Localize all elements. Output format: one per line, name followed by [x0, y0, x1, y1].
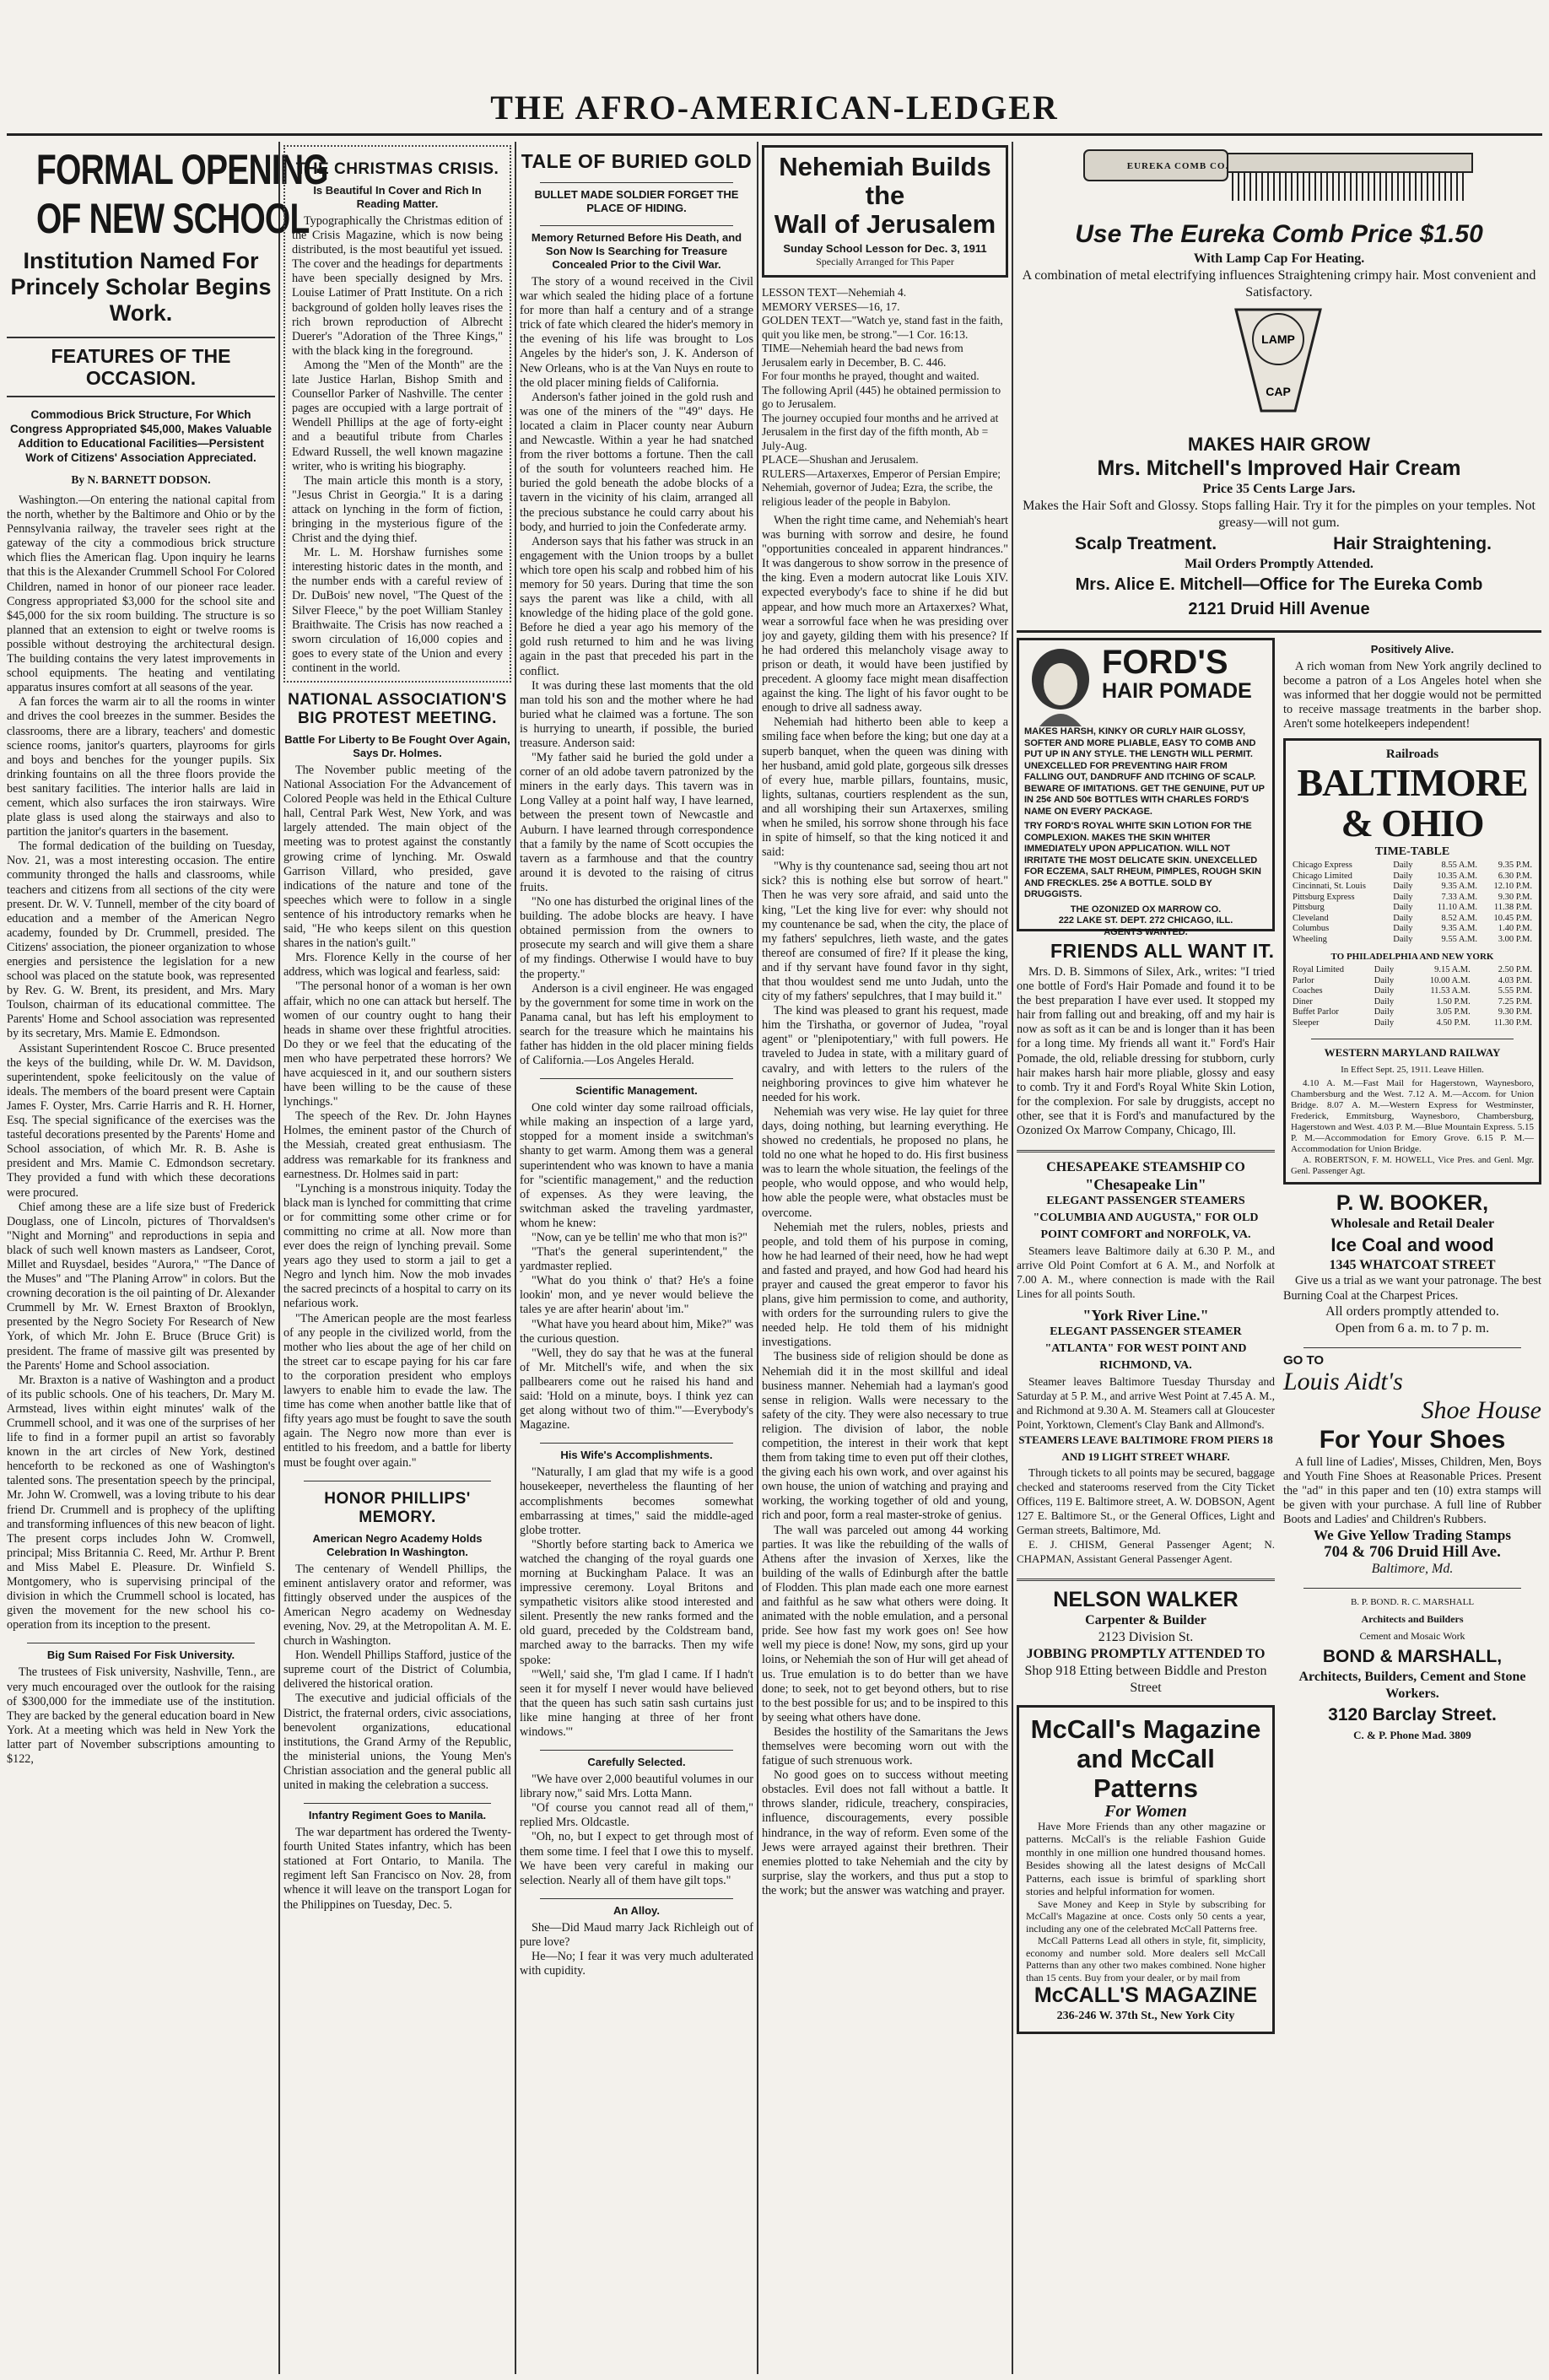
chesapeake-elegant: ELEGANT PASSENGER STEAMERS "COLUMBIA AND AUGUSTA," FOR OLD POINT COMFORT and NORFOLK, VA. [1033, 1195, 1259, 1242]
timetable-cell: Daily [1374, 986, 1395, 996]
timetable-cell: 7.33 A.M. [1441, 892, 1478, 902]
divider [540, 1898, 733, 1899]
article-paragraph: The story of a wound received in the Civil war which sealed the hiding place of a fortune for more than half a century and of a strange trick of fate which cleared the hider's memory in the evening of his life was brought to Los Angeles by the hider's son, J. K. Anderson of New Orleans, who is at the Van Nuys en route to the old placer mining fields of California. [520, 275, 753, 390]
bo-ny-head: TO PHILADELPHIA AND NEW YORK [1330, 952, 1494, 963]
bo-subtitle: TIME-TABLE [1374, 845, 1450, 859]
timetable-cell: 12.10 P.M. [1493, 882, 1532, 892]
column-4 [762, 142, 1008, 2374]
divider [540, 1750, 733, 1751]
nelson-head: NELSON WALKER [1053, 1587, 1239, 1611]
manila-headline: Infantry Regiment Goes to Manila. [308, 1809, 487, 1822]
bond-cement: Cement and Mosaic Work [1359, 1630, 1465, 1643]
timetable-cell: 11.38 P.M. [1493, 903, 1532, 913]
wife-headline: His Wife's Accomplishments. [560, 1449, 713, 1462]
fords-address: 222 LAKE ST. DEPT. 272 CHICAGO, ILL. [1058, 915, 1233, 926]
article-paragraph: Mrs. Florence Kelly in the course of her address, which was logical and fearless, said: [283, 951, 511, 980]
mitchell-address: 2121 Druid Hill Avenue [1188, 600, 1370, 618]
divider [540, 1078, 733, 1079]
timetable-row [1291, 976, 1534, 987]
article-paragraph: When the right time came, and Nehemiah's heart was burning with sorrow and desire, he found "opportunities concealed in apparent hindrances." It was dangerous to show sorrow in the presence of the king. Even a modern autocrat like Louis XIV. expected everybody's face to shine if he did but appear, and how much more an Artaxerxes? What, wear a sorrowful face when he was presiding over joy and gayety, gilding them with his presence? If he had ordered this melancholy visage away to prison or death, it would have been justified by precedent. A gloomy face might mean disaffection against the king. The light of his favor ought to be enough to drive all sadness away. [762, 514, 1008, 715]
timetable-cell: Daily [1374, 1007, 1395, 1017]
article-paragraph: The executive and judicial officials of the District, the fraternal orders, civic associations, benevolent organizations, educational institutions, the Grand Army of the Republic, the ministerial unions, the Young Men's Christian association and the general public all united in making the celebration a success. [283, 1692, 511, 1792]
article-paragraph: The kind was pleased to grant his request, made him the Tirshatha, or governor of Judea, "royal agent" or "plenipotentiary," with full powers. He traveled to Judea in state, with a military guard of cavalry, and with letters to the rulers of the neighboring provinces to give him whatever he needed for his work. [762, 1004, 1008, 1104]
divider [540, 1443, 733, 1444]
article-paragraph: "Shortly before starting back to America we watched the changing of the royal guards one morning at Buckingham Palace. It was an impressive ceremony. Loyal Britons and sympathetic visitors alike stood interested and silent. Presently the new ranks formed and the old guard, preceded by the Coldstream band, marched away to the barracks. Then my wife spoke: [520, 1537, 753, 1667]
article-paragraph: Anderson's father joined in the gold rush and was one of the miners of the "'49" days. He located a claim in Placer county near Auburn and Newcastle. Within a year he had snatched from the river bottoms a fortune. Then the call of the south for volunteers reached him. He buried the gold beneath the adobe blocks of a tavern in the vicinity of his claim, arranged all the precious substance he could carry about his body, and hurried to join the Confederate army. [520, 390, 753, 534]
nelson-sub: Carpenter & Builder [1085, 1612, 1206, 1627]
timetable-row [1291, 965, 1534, 976]
article-deck: Commodious Brick Structure, For Which Congress Appropriated $45,000, Makes Valuable Addition to Educational Facilities—Persistent Work of Citizens' Association Appreciated. [9, 408, 273, 464]
comb-illustration [1017, 142, 1541, 223]
mccall-patterns: McCall Patterns Lead all others in style, fit, simplicity, economy and number sold. More dealers sell McCall Patterns than any other two makes combined. None higher than 15 cents. Buy from your dealer, or by mail from [1026, 1935, 1266, 1983]
lesson-line: The following April (445) he obtained permission to go to Jerusalem. [762, 383, 1001, 410]
lesson-date: Sunday School Lesson for Dec. 3, 1911 [783, 242, 987, 255]
timetable-cell: 8.55 A.M. [1441, 861, 1478, 871]
article-paragraph: "Now, can ye be tellin' me who that mon is?" [532, 1231, 748, 1244]
timetable-row [1291, 997, 1534, 1008]
article-paragraph: Washington.—On entering the national capital from the north, whether by the Baltimore and Ohio or by the Pennsylvania railway, the traveler sees right at the gateway of the city a commodious brick structure which flies the American flag. Upon inquiry he learns that this is the Alexander Crummell School For Colored Children, named in honor of our pioneer race leader. Congress appropriated $3,000 for the school site and $45,000 for the six room building. The structure is so planned that an extension to eight or twelve rooms is possible without destroying the architectural design. The building contains the very latest improvements in school equipments. The heating and ventilating apparatus insures comfort at all seasons of the year. [7, 494, 275, 695]
article-paragraph: Nehemiah met the rulers, nobles, priests and people, and told them of his purpose in coming, how he had learned of their need, how he had wept and fasted and prayed, and how God had heard his prayer and caused the great emperor to favor his plans, give him permission to come, and authority, with orders for the surrounding rulers to give the needed help. He told them of his midnight investigations. [762, 1220, 1008, 1350]
buried-gold-deck-2: Memory Returned Before His Death, and Son Now Is Searching for Treasure Concealed Prior to the Civil War. [531, 231, 742, 271]
column-2 [283, 142, 511, 2374]
timetable-cell: 5.55 P.M. [1498, 986, 1532, 996]
timetable-row [1291, 1007, 1534, 1018]
timetable-cell: Daily [1374, 1017, 1395, 1028]
booker-head: P. W. BOOKER, [1336, 1191, 1489, 1216]
timetable-cell: 7.25 P.M. [1498, 996, 1532, 1007]
timetable-cell: 1.40 P.M. [1498, 924, 1532, 934]
timetable-row [1291, 1018, 1534, 1029]
christmas-crisis-deck: Is Beautiful In Cover and Rich In Reading Matter. [313, 184, 482, 210]
lesson-line: GOLDEN TEXT—"Watch ye, stand fast in the faith, quit you like men, be strong."—1 Cor. 16:13. [762, 314, 1003, 341]
masthead-title: THE AFRO-AMERICAN-LEDGER [490, 89, 1059, 127]
mccall-address: 236-246 W. 37th St., New York City [1056, 2010, 1235, 2023]
bond-names: B. P. BOND. R. C. MARSHALL [1350, 1597, 1475, 1608]
article-paragraph: The main article this month is a story, "Jesus Christ in Georgia." It is a daring attack on lynching in the form of fiction, bringing in the mysterious figure of the Christ and the dying thief. [292, 473, 503, 546]
wm-sign: A. ROBERTSON, F. M. HOWELL, Vice Pres. and Genl. Mgr. Genl. Passenger Agt. [1291, 1156, 1534, 1177]
article-paragraph: "The personal honor of a woman is her own affair, which no one can attack but herself. The women of our country ought to hang their heads in shame over these frightful atrocities. Do they or we feel that the educating of the men who have perpetrated these horrors? We have acquiesced in it, and our southern sisters have been willing to be the cause of these lynchings." [283, 980, 511, 1109]
article-paragraph: "My father said he buried the gold under a corner of an old adobe tavern patronized by the miners in the early days. This tavern was in Long Valley at a point half way, I have learned, between the present town of Newcastle and Auburn. I have learned through correspondence that a family by the name of Scott occupies the tavern as a farmhouse and that the country around it is devoted to the raising of citrus fruits. [520, 751, 753, 894]
article-paragraph: The speech of the Rev. Dr. John Haynes Holmes, the eminent pastor of the Church of the Messiah, created great enthusiasm. The address was remarkable for its frankness and earnestness. Dr. Holmes said in part: [283, 1109, 511, 1181]
timetable-cell: 3.05 P.M. [1436, 1007, 1471, 1017]
article-paragraph: "Why is thy countenance sad, seeing thou art not sick? this is nothing else but sorrow of heart." Then he was very sore afraid, and said unto the king, "Let the king live for ever: why should not my countenance be sad, when the city, the place of my fathers' sepulchres, lieth waste, and the gates thereof are consumed of fire? If it please the king, and if thy servant have found favor in thy sight, that thou wouldest send me unto Judah, unto the city of my fathers' sepulchres, that I may build it." [762, 860, 1008, 1004]
article-paragraph: "Well, they do say that he was at the funeral of Mr. Mitchell's wife, and when the six pallbearers come out he raised his hand and said: 'Hold on a minute, boys. I think yez can get along without two of thim.'"—Everybody's Magazine. [520, 1346, 753, 1433]
wm-text: 4.10 A. M.—Fast Mail for Hagerstown, Waynesboro, Chambersburg and the West. 7.12 A. M.—Accom. for Union Bridge. 8.07 A. M.—Western Express for Westminster, Frederick, Emmitsburg, Waynesboro, Chambersburg, Hagerstown and West. 4.03 P. M.—Blue Mountain Express. 5.15 P. M.—Accommodation for Emory Grove. 6.15 P. M.—Accommodation for Union Bridge. [1291, 1078, 1534, 1155]
divider [540, 182, 733, 183]
aidt-name: Louis Aidt's [1283, 1367, 1403, 1395]
timetable-cell: Chicago Limited [1293, 871, 1352, 881]
timetable-cell: Pittsburg [1293, 903, 1325, 913]
article-paragraph: The formal dedication of the building on Tuesday, Nov. 21, was a most interesting occasion. The entire community thronged the halls and classrooms, while teachers and citizens from all sections of the city were present. Dr. W. V. Tunnell, member of the city board of education and a member of the American Negro academy, founded by Dr. Crummell, presided. The Citizens' association, the pioneer organization to whose energies and persistence the legislation for a new school was placed on the statute book, was represented by Rev. G. W. Brent, its president, and Mrs. Mary Toulson, chairman of its educational committee. The Parents' Home and School association was represented by its secretary, Mrs. Mamie E. Edmondson. [7, 839, 275, 1041]
article-paragraph: Assistant Superintendent Roscoe C. Bruce presented the keys of the building, while Dr. W. M. Davidson, superintendent, spoke feelicitously on the value of ideals. The members of the board present were Captain James F. Oyster, Mrs. Carrie Harris and R. H. Horner, Esq. The special significance of the exercises was the tasteful decorations presented by the Parents' Home and School association, of which Mr. R. B. Ashe is president and Mrs. Mamie C. Edmondson secretary. They provided a fund with which these decorations were procured. [7, 1041, 275, 1200]
column-3 [520, 142, 753, 2374]
booker-ice: Ice Coal and wood [1330, 1234, 1494, 1256]
article-paragraph: "No one has disturbed the original lines of the building. The adobe blocks are heavy. I have obtained permission from the owners to prosecute my search and will give them a share of my findings. Otherwise I would have to buy the property." [520, 895, 753, 981]
york-elegant: ELEGANT PASSENGER STEAMER "ATLANTA" FOR WEST POINT AND RICHMOND, VA. [1044, 1325, 1247, 1372]
timetable-cell: Daily [1374, 965, 1395, 975]
timetable-cell: 9.35 A.M. [1441, 924, 1478, 934]
article-paragraph: No good goes on to success without meeting obstacles. Evil does not fall without a battle. It throws slander, ridicule, treachery, conspiracies, influence, discouragements, every possible hindrance, in the way of reform. Even some of the Jews were arrayed against their brethren. Their enemies plotted to take Nehemiah and the city by surprise, slay the workers, and thus put a stop to the work; but the answer was watching and prayer. [762, 1768, 1008, 1897]
lamp-label: LAMP [1261, 332, 1295, 346]
comb-spine [1228, 154, 1472, 172]
fords-title: FORD'S [1102, 644, 1228, 681]
booker-address: 1345 WHATCOAT STREET [1329, 1258, 1496, 1273]
timetable-cell: 11.53 A.M. [1430, 986, 1471, 996]
fisk-headline: Big Sum Raised For Fisk University. [46, 1649, 235, 1662]
hair-cream-price: Price 35 Cents Large Jars. [1202, 482, 1356, 496]
timetable-cell: Royal Limited [1293, 965, 1344, 975]
article-paragraph: "What have you heard about him, Mike?" was the curious question. [520, 1317, 753, 1346]
timetable-cell: 10.45 P.M. [1493, 913, 1532, 923]
timetable-cell: Daily [1393, 882, 1413, 892]
article-paragraph: Anderson says that his father was struck in an engagement with the Union troops by a bullet which tore open his scalp and robbed him of his memory for 50 years. During that time the son says the parent was like a child, with all knowledge of the hiding place of the gold gone. Before he died a year ago his memory of the gold rush returned to him and he was living again in the past that preceded his part in the conflict. [520, 534, 753, 678]
timetable-row [1291, 903, 1534, 914]
timetable-cell: Diner [1293, 996, 1313, 1007]
aidt-shoe: Shoe House [1421, 1395, 1541, 1424]
comb-brand: EUREKA COMB CO. [1126, 161, 1229, 171]
york-text: Steamer leaves Baltimore Tuesday Thursday and Saturday at 5 P. M., and arrive West Point at 7.45 A. M., and Richmond at 9.30 A. M. Steamers call at Gloucester Point, Yorktown, Clement's Clay Bank and Allmond's. [1017, 1374, 1275, 1431]
timetable-row [1291, 893, 1534, 904]
fords-pomade-ad [1017, 638, 1275, 937]
timetable-cell: 9.55 A.M. [1441, 934, 1478, 944]
mccall-magazine: McCALL'S MAGAZINE [1034, 1983, 1258, 2008]
bond-firm: BOND & MARSHALL, [1322, 1647, 1503, 1667]
aidt-stamps: We Give Yellow Trading Stamps [1314, 1527, 1511, 1544]
lamp-cap-illustration [1017, 301, 1541, 428]
timetable-row [1291, 914, 1534, 925]
hair-grow-head: MAKES HAIR GROW [1187, 434, 1371, 455]
fords-text: MAKES HARSH, KINKY OR CURLY HAIR GLOSSY, SOFTER AND MORE PLIABLE, EASY TO COMB AND PUT UP IN ANY STYLE. THE LENGTH WILL PERMIT. UNEXCELLED FOR PREVENTING HAIR FROM FALLING OUT, DANDRUFF AND ITCHING OF SCALP. BEWARE OF IMITATIONS. GET THE GENUINE, PUT UP IN 25¢ AND 50¢ BOTTLES WITH CHARLES FORD'S NAME ON EVERY PACKAGE. [1024, 726, 1265, 817]
column-rule [278, 142, 280, 2374]
positively-headline: Positively Alive. [1370, 643, 1455, 656]
article-paragraph: The centenary of Wendell Phillips, the eminent antislavery orator and reformer, was fittingly observed under the auspices of the American Negro academy on Wednesday evening, Nov. 29, at the Metropolitan A. M. E. church in Washington. [283, 1562, 511, 1649]
timetable-cell: Daily [1393, 924, 1413, 934]
timetable-cell: Wheeling [1293, 934, 1327, 944]
timetable-cell: 8.52 A.M. [1441, 913, 1478, 923]
article-paragraph: "'Well,' said she, 'I'm glad I came. If I hadn't seen it for myself I never would have believed that the queen has such satin sash curtains just like mine hanging at three of her front windows.'" [520, 1667, 753, 1739]
timetable-cell: Chicago Express [1293, 861, 1352, 871]
divider [1303, 1588, 1521, 1589]
article-paragraph: "That's the general superintendent," the yardmaster replied. [520, 1245, 753, 1274]
nelson-jobbing: JOBBING PROMPTLY ATTENDED TO [1026, 1646, 1266, 1661]
timetable-cell: Cleveland [1293, 913, 1329, 923]
mccall-title-2: and McCall Patterns [1077, 1743, 1215, 1803]
article-paragraph: The wall was parceled out among 44 working parties. It was like the rebuilding of the walls of Athens after the invasion of Xerxes, like the building of the walls of Edinburgh after the battle of Flodden. This plan made each one more earnest and faithful as he saw what others were doing. It animated with the noble emulation, and a personal pride. See how fast my work goes on! See how well my piece is done! Now, my sons, gird up your loins, or Nehemiah the son of Hur will get ahead of us. True emulation is to do better than we have done; to seek, not to get beyond others, but to rise to the best possible for us; and to be inspired to this by seeing what others have done. [762, 1523, 1008, 1724]
article-paragraph: The business side of religion should be done as Nehemiah did it in the most skillful and ideal business manner. Nehemiah had a layman's good sense in religion. Walls were necessary to the safety of the city. They were also necessary to true religion. The division of labor, the noble competition, the interest in their work that kept them from taking time to even put off their clothes, the giving each his own work, and over against his own house, the union of watching and praying and working, the working together of old and young, rich and poor, form a real master-stroke of genius. [762, 1350, 1008, 1523]
column-rule [1012, 142, 1013, 2374]
aidt-for: For Your Shoes [1319, 1425, 1506, 1454]
masthead [0, 84, 1549, 135]
article-paragraph: Chief among these are a life size bust of Frederick Douglass, one of Lincoln, pictures of Thorvaldsen's "Night and Morning" and reproductions in sepia and black of such well known masters as Landseer, Corot, Millet and Ruysdael, besides "Aurora," "The Dance of the Muses" and "The Planing Arrow" in colors. But the crowning decoration is the oil painting of Dr. Alexander Crummell by Mr. W. Ernest Braxton of Brooklyn, presented by the Negro Society For Research of New York, of which Mr. John E. Bruce (Bruce Grit) is president. The frame of massive gilt was presented by the Parents' Home and School association. [7, 1200, 275, 1373]
nelson-shop: Shop 918 Etting between Biddle and Preston Street [1024, 1663, 1267, 1695]
timetable-cell: Daily [1393, 913, 1413, 923]
article-paragraph: "Lynching is a monstrous iniquity. Today the black man is lynched for committing that crime or for committing some other crime or for committing no crime at all. Now more than ever does the reign of lynching prevail. Some years ago they used to storm a jail to get a Negro and lynch him. Now the mob invades the sacred precincts of a hospital to carry on its nefarious work. [283, 1181, 511, 1311]
fords-subtitle: HAIR POMADE [1102, 679, 1252, 703]
lesson-line: The journey occupied four months and he arrived at Jerusalem in the first day of the fifth month, Ab = July-Aug. [762, 411, 999, 452]
article-paragraph: Among the "Men of the Month" are the late Justice Harlan, Bishop Smith and Counsellor Parker of Nashville. The center pages are occupied with a large portrait of Wendell Phillips at the age of forty-eight and a beautiful tribute from Charles Edward Russell, the well known magazine writer, who is writing his biography. [292, 358, 503, 473]
aidt-city: Baltimore, Md. [1371, 1562, 1454, 1577]
lesson-line: For four months he prayed, thought and waited. [762, 370, 980, 382]
column-1 [7, 142, 328, 2374]
article-paragraph: Anderson is a civil engineer. He was engaged by the government for some time in work on the Panama canal, but has left his employment to search for the treasure which he maintains his father has hidden in the old placer mining fields of California.—Los Angeles Herald. [520, 981, 753, 1068]
buried-gold-deck: BULLET MADE SOLDIER FORGET THE PLACE OF HIDING. [534, 188, 739, 214]
mail-orders: Mail Orders Promptly Attended. [1185, 557, 1374, 571]
timetable-cell: Columbus [1293, 924, 1330, 934]
article-paragraph: Besides the hostility of the Samaritans the Jews themselves were becoming worn out with the fatigue of such strenuous work. [762, 1724, 1008, 1768]
york-head: "York River Line." [1082, 1306, 1209, 1324]
column-rule [515, 142, 516, 2374]
timetable-cell: 9.35 A.M. [1441, 882, 1478, 892]
bond-phone: C. & P. Phone Mad. 3809 [1353, 1729, 1471, 1742]
hair-cream-title: Mrs. Mitchell's Improved Hair Cream [1097, 456, 1461, 480]
timetable-cell: Daily [1374, 975, 1395, 985]
national-association-headline: NATIONAL ASSOCIATION'S BIG PROTEST MEETING. [288, 691, 507, 727]
lesson-line: RULERS—Artaxerxes, Emperor of Persian Empire; Nehemiah, governor of Judea; Ezra, the scribe, the religious leader of the people in Babylon. [762, 467, 1001, 508]
friends-headline: FRIENDS ALL WANT IT. [1050, 940, 1275, 962]
booker-orders: All orders promptly attended to. [1325, 1303, 1499, 1319]
mccall-title-1: McCall's Magazine [1030, 1713, 1261, 1744]
buried-gold-headline: TALE OF BURIED GOLD [521, 150, 753, 172]
article-paragraph: One cold winter day some railroad officials, while making an inspection of a large yard, stopped for a moment inside a switchman's shanty to get warm. Among them was a general superintendent who was known to have a mania for "scientific management," and the reduction of expenses. As they were leaving, the switchman asked the traveling yardmaster, whom he knew: [520, 1101, 753, 1230]
carefully-selected-headline: Carefully Selected. [587, 1756, 686, 1769]
ad-rule [1017, 630, 1541, 633]
timetable-cell: 1.50 P.M. [1436, 996, 1471, 1007]
divider [1303, 1347, 1521, 1348]
aidt-address: 704 & 706 Druid Hill Ave. [1324, 1543, 1501, 1562]
subheadline-features: FEATURES OF THE OCCASION. [7, 337, 275, 397]
hair-cream-text: Makes the Hair Soft and Glossy. Stops falling Hair. Try it for the pimples on your temples. Not greasy—will not gum. [1023, 499, 1536, 530]
timetable-cell: 4.50 P.M. [1436, 1017, 1471, 1028]
article-paragraph: She—Did Maud marry Jack Richleigh out of pure love? [520, 1920, 753, 1949]
lesson-line: MEMORY VERSES—16, 17. [762, 300, 900, 313]
nehemiah-title-line-1: Nehemiah Builds the [779, 152, 991, 210]
byline: By N. BARNETT DODSON. [71, 473, 211, 486]
booker-hours: Open from 6 a. m. to 7 p. m. [1335, 1320, 1490, 1336]
york-sign: E. J. CHISM, General Passenger Agent; N. CHAPMAN, Assistant General Passenger Agent. [1017, 1538, 1275, 1566]
ads-left-subcolumn [1017, 638, 1275, 2034]
woman-portrait-icon [1024, 645, 1097, 726]
timetable-cell: 9.30 P.M. [1498, 1007, 1532, 1017]
timetable-cell: Buffet Parlor [1293, 1007, 1339, 1017]
timetable-cell: Pittsburg Express [1293, 892, 1355, 902]
divider [1017, 1150, 1275, 1152]
timetable-cell: Daily [1393, 903, 1413, 913]
railroads-head: Railroads [1385, 747, 1439, 762]
mccall-save: Save Money and Keep in Style by subscribing for McCall's Magazine at once. Costs only 50 cents a year, including any one of the celebrated McCall Patterns free. [1026, 1897, 1266, 1935]
timetable-cell: 9.30 P.M. [1498, 892, 1532, 902]
bond-architects: Architects and Builders [1361, 1613, 1464, 1626]
timetable-cell: 11.10 A.M. [1437, 903, 1478, 913]
timetable-cell: Parlor [1293, 975, 1314, 985]
scalp-treatment: Scalp Treatment. [1074, 534, 1217, 553]
timetable-cell: Coaches [1293, 986, 1323, 996]
lesson-note: Specially Arranged for This Paper [816, 256, 954, 267]
article-paragraph: "What do you think o' that? He's a foine lookin' mon, and ye never would believe the tales ye are after hearin' about 'im." [520, 1274, 753, 1317]
aidt-text: A full line of Ladies', Misses, Children, Men, Boys and Youth Fine Shoes at Reasonable Prices. Present the "ad" in this paper and ten (10) extra stamps will be given with your purchase. A full line of Rubber Boots and Ladies' and Children's Rubbers. [1283, 1454, 1541, 1527]
fords-company: THE OZONIZED OX MARROW CO. [1070, 904, 1222, 915]
timetable-cell: Daily [1393, 861, 1413, 871]
aidt-goto: GO TO [1283, 1352, 1325, 1368]
honor-phillips-deck: American Negro Academy Holds Celebration In Washington. [312, 1531, 483, 1558]
timetable-cell: 2.50 P.M. [1498, 965, 1532, 975]
chesapeake-text: Steamers leave Baltimore daily at 6.30 P. M., and arrive Old Point Comfort at 6 A. M., and Norfolk at 7.00 A. M., where connection is made with the Rail Lines for all points South. [1017, 1244, 1275, 1301]
timetable-cell: 4.03 P.M. [1498, 975, 1532, 985]
article-paragraph: It was during these last moments that the old man told his son and the mother where he had buried what he claimed was a fortune. The son is hurrying to unearth, if possible, the buried treasure. Anderson said: [520, 678, 753, 750]
timetable-cell: 10.00 A.M. [1429, 975, 1471, 985]
article-paragraph: "Naturally, I am glad that my wife is a good housekeeper, nevertheless the flaunting of her accomplishments becomes somewhat embarrassing at times," said the middle-aged globe trotter. [520, 1465, 753, 1537]
wm-head: WESTERN MARYLAND RAILWAY [1324, 1046, 1501, 1060]
timetable-cell: Daily [1393, 892, 1413, 902]
railroads-box [1283, 738, 1541, 1185]
ads-right-subcolumn [1283, 638, 1541, 2034]
timetable-row [1291, 935, 1534, 946]
column-rule [757, 142, 758, 2374]
timetable-row [1291, 924, 1534, 935]
hair-straightening: Hair Straightening. [1333, 534, 1492, 553]
comb-ad-sub: With Lamp Cap For Heating. [1193, 251, 1365, 266]
timetable-cell: 3.00 P.M. [1498, 934, 1532, 944]
alloy-headline: An Alloy. [613, 1903, 660, 1917]
national-association-deck: Battle For Liberty to Be Fought Over Again, Says Dr. Holmes. [284, 733, 510, 759]
mccall-sub: For Women [1104, 1801, 1187, 1821]
article-paragraph: Hon. Wendell Phillips Stafford, justice of the supreme court of the District of Columbia, delivered the historical oration. [283, 1649, 511, 1692]
divider [1017, 1579, 1275, 1581]
timetable-row [1291, 861, 1534, 872]
lesson-info [762, 286, 1008, 509]
christmas-crisis-headline: THE CHRISTMAS CRISIS. [295, 160, 499, 178]
mccall-text: Have More Friends than any other magazine or patterns. McCall's is the reliable Fashion Guide monthly in one million one hundred thousand homes. Besides showing all the latest designs of McCall Patterns, each issue is brimful of sparkling short stories and helpful information for women. [1026, 1819, 1266, 1898]
article-paragraph: The war department has ordered the Twenty-fourth United States infantry, which has been stationed at Fort Ontario, to Manila. The regiment left San Francisco on Nov. 28, from whence it will leave on the transport Logan for the Philippines on Tuesday, Dec. 5. [283, 1826, 511, 1912]
mccall-ad [1017, 1705, 1275, 2035]
bond-address: 3120 Barclay Street. [1328, 1705, 1497, 1725]
bo-title: BALTIMORE & OHIO [1297, 761, 1528, 845]
booker-sub: Wholesale and Retail Dealer [1330, 1217, 1495, 1232]
timetable-cell: Daily [1393, 934, 1413, 944]
subheadline: Institution Named For Princely Scholar Begins Work. [10, 248, 272, 326]
comb-teeth [1233, 172, 1463, 201]
timetable-cell: Sleeper [1293, 1017, 1320, 1028]
article-paragraph: Mr. L. M. Horshaw furnishes some interesting historic dates in the month, and the number ends with a careful review of Dr. DuBois' new novel, "The Quest of the Silver Fleece," by the poet William Stanley Braithwaite. The Crisis has now reached a sworn circulation of 16,000 copies and goes to every state of the Union and every continent in the world. [292, 546, 503, 675]
fisk-paragraph: The trustees of Fisk university, Nashville, Tenn., are very much encouraged over the outlook for the raising of $300,000 for the immediate use of the institution. They are backed by the general education board in New York. At a meeting which was held in New York the latter part of November subscriptions amounting to $122, [7, 1665, 275, 1766]
honor-phillips-headline: HONOR PHILLIPS' MEMORY. [324, 1489, 471, 1526]
positively-text: A rich woman from New York angrily declined to become a patron of a Los Angeles hotel when she was informed that her doggie would not be permitted to receive massage treatments in the barber shop. Aren't some hotelkeepers independent! [1283, 660, 1541, 731]
article-paragraph: "We have over 2,000 beautiful volumes in our library now," said Mrs. Lotta Mann. [520, 1773, 753, 1801]
article-paragraph: "Of course you cannot read all of them," replied Mrs. Oldcastle. [520, 1801, 753, 1830]
article-paragraph: "The American people are the most fearless of any people in the civilized world, from the mother who lies about the age of her child on the street car to escape paying for his car fare to the corporation president who employs lawyers to enable him to evade the law. The time has come when another battle like that of fifty years ago must be fought to save the south again. The Negro now more than ever is entitled to his freedom, and a battle for liberty must be fought over again." [283, 1311, 511, 1470]
timetable-cell: 9.15 A.M. [1434, 965, 1471, 975]
eureka-comb-ad [1017, 142, 1541, 622]
bond-sub: Architects, Builders, Cement and Stone Workers. [1298, 1670, 1526, 1702]
timetable-row [1291, 986, 1534, 997]
york-tickets: Through tickets to all points may be secured, baggage checked and staterooms reserved from the City Ticket Offices, 119 E. Baltimore street, A. W. DOBSON, Agent 127 E. Baltimore St., or the General Offices, Light and German streets, Baltimore, Md. [1017, 1465, 1275, 1537]
mitchell-office: Mrs. Alice E. Mitchell—Office for The Eureka Comb [1075, 575, 1483, 594]
headline-line-2: OF NEW SCHOOL [35, 195, 310, 242]
article-paragraph: "Oh, no, but I expect to get through most of them some time. I feel that I owe this to myself. We have been very careful in making our selection. Nearly all of them have gilt tops." [520, 1830, 753, 1887]
christmas-crisis-box [283, 145, 511, 683]
timetable-cell: 11.30 P.M. [1493, 1017, 1532, 1028]
timetable-row [1291, 882, 1534, 893]
comb-ad-title: Use The Eureka Comb Price $1.50 [1075, 220, 1483, 248]
article-paragraph: Mr. Braxton is a native of Washington and a product of its public schools. One of his teachers, Dr. Mary M. Armstead, lives within eight minutes' walk of the Crummell school, and it was one of the surprises of her life to find in a former pupil an artist so favorably known in the art circles of New York, destined henceforth to be reckoned as one of Washington's talented sons. The presentation speech by the principal, Mr. John W. Cromwell, was a loving tribute to his dear friend Dr. Crummell and is prophecy of the uplifting and transforming influences of this new beacon of light. The present corps includes John W. Cromwell, principal; Miss Britannia C. Reed, Mr. Arthur P. Brent and Miss Mabel E. Pleasure. Dr. Winfield S. Montgomery, who is supervising principal of the division in which the Crummell school is located, has given the movement for the new school his co-operation from its inception to the present. [7, 1373, 275, 1633]
comb-ad-desc: A combination of metal electrifying influences Straightening crimpy hair. Most convenient and Satisfactory. [1022, 268, 1536, 300]
timetable-cell: Cincinnati, St. Louis [1293, 882, 1366, 892]
article-paragraph: Nehemiah was very wise. He lay quiet for three days, doing nothing, but learning everything. He showed no credentials, he proposed no plans, he told no one what he hoped to do. His first business was to learn the whole situation, the feelings of the people, who would oppose, and who would help, how able the people were, what obstacles must be overcome. [762, 1104, 1008, 1220]
fords-lotion-text: TRY FORD'S ROYAL WHITE SKIN LOTION FOR THE COMPLEXION. MAKES THE SKIN WHITER IMMEDIATELY UPON APPLICATION. WILL NOT IRRITATE THE MOST DELICATE SKIN. UNEXCELLED FOR ECZEMA, SALT RHEUM, PIMPLES, ROUGH SKIN AND FRECKLES. 25¢ A BOTTLE. SOLD BY DRUGGISTS. [1024, 821, 1261, 899]
timetable-cell: Daily [1374, 996, 1395, 1007]
nehemiah-title-line-2: Wall of Jerusalem [774, 209, 996, 239]
article-paragraph: Typographically the Christmas edition of the Crisis Magazine, which is now being distributed, is the most beautiful yet issued. The cover and the headings for departments have been specially designed by Mrs. Louise Latimer of Pratt Institute. On a rich background of golden holly leaves rises the rich brown reproduction of Albrecht Duerer's "Adoration of the Three Kings," with the black king in the foreground. [292, 214, 503, 358]
scientific-management-headline: Scientific Management. [575, 1084, 698, 1098]
bo-timetable [1291, 861, 1534, 945]
booker-text: Give us a trial as we want your patronage. The best Burning Coal at the Charpest Prices. [1283, 1274, 1541, 1303]
article-paragraph: Nehemiah had hitherto been able to keep a smiling face when before the king; but one day at a superb banquet, when the queen was dining with her husband, amid gold plate, gorgeous silk dresses of every hue, marble pillars, fountains, music, lights, sultanas, courtiers resplendent as the sun, and all worshiping their sun Artaxerxes, smiling when he smiled, his sorrow shone through his face in spite of himself, so that the king noticed it and said: [762, 715, 1008, 860]
timetable-cell: 9.35 P.M. [1498, 861, 1532, 871]
article-paragraph: The November public meeting of the National Association For the Advancement of Colored People was held in the Ethical Culture hall, Central Park West, New York, and was largely attended. The main object of the meeting was to protest against the constantly growing crime of lynching. Mr. Oswald Garrison Villard, who presided, gave indications of the nature and tone of the speeches which were to follow in a single sentence of his introductory remarks when he said, "He who keeps silent on this question shares in the nation's guilt." [283, 764, 511, 951]
york-steamers: STEAMERS LEAVE BALTIMORE FROM PIERS 18 AND 19 LIGHT STREET WHARF. [1018, 1433, 1273, 1463]
divider [540, 225, 733, 226]
lesson-line: PLACE—Shushan and Jerusalem. [762, 453, 919, 466]
cap-label: CAP [1266, 385, 1291, 398]
lesson-line: TIME—Nehemiah heard the bad news from Jerusalem early in December, B. C. 446. [762, 342, 963, 369]
chesapeake-head: CHESAPEAKE STEAMSHIP CO [1046, 1160, 1245, 1175]
friends-text: Mrs. D. B. Simmons of Silex, Ark., writes: "I tried one bottle of Ford's Hair Pomade and found it to be the best preparation I have ever used. It stopped my hair from falling out and breaking, off and my hair is now as soft as it can be and is longer than it has been for a long time. My friends all want it." Ford's Hair Pomade, the old, reliable dressing for stubborn, curly hair makes harsh hair more pliable, glossy and easy to comb. Try it and Ford's Royal White Skin Lotion, for the complexion. For sale by druggists, accept no other, see that it is Ford's and manufactured by the Ozonized Ox Marrow Company, Chicago, Ill. [1017, 965, 1275, 1138]
timetable-cell: 6.30 P.M. [1498, 871, 1532, 881]
timetable-cell: Daily [1393, 871, 1413, 881]
timetable-cell: 10.35 A.M. [1437, 871, 1478, 881]
lesson-line: LESSON TEXT—Nehemiah 4. [762, 286, 907, 299]
article-paragraph: He—No; I fear it was very much adulterated with cupidity. [520, 1950, 753, 1978]
headline-line-1: FORMAL OPENING [35, 146, 328, 193]
article-paragraph: A fan forces the warm air to all the rooms in winter and drives the cool breezes in the summer. Besides the classrooms, there are a library, teachers' and domestic science rooms, janitor's quarters, playrooms for girls and boys and benches for the younger pupils. Six drinking fountains on all the three floors provide the best sanitary facilities. The interior halls are laid in cement, which also surfaces the iron stairways. Wire plate glass is used along the stairways and also to partition the janitor's quarters in the basement. [7, 695, 275, 839]
nelson-address: 2123 Division St. [1098, 1629, 1194, 1644]
chesapeake-line: "Chesapeake Lin" [1085, 1176, 1206, 1194]
fords-agents: AGENTS WANTED. [1104, 926, 1188, 937]
wm-sub: In Effect Sept. 25, 1911. Leave Hillen. [1341, 1065, 1484, 1076]
timetable-row [1291, 872, 1534, 882]
masthead-rule [7, 133, 1542, 136]
divider [304, 1803, 491, 1804]
column-5-ads [1017, 142, 1541, 2374]
bo-ny-timetable [1291, 965, 1534, 1028]
